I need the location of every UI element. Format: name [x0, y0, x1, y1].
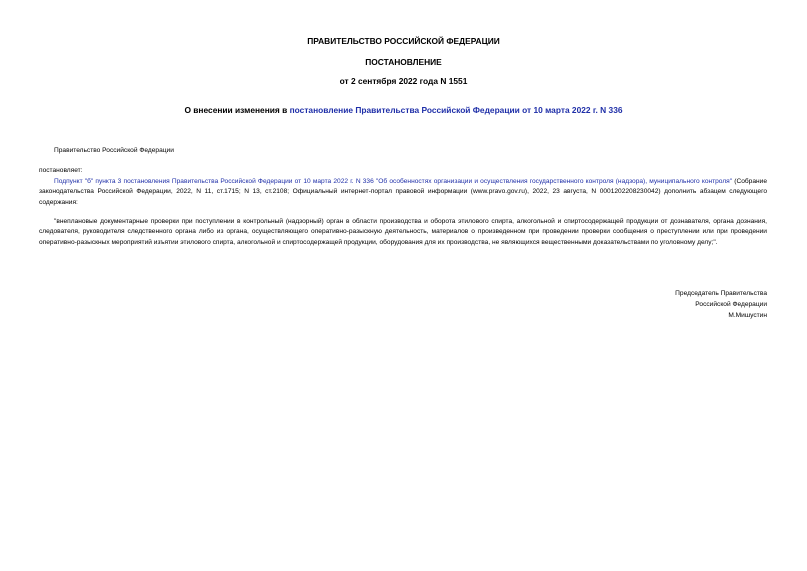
date-number-heading: от 2 сентября 2022 года N 1551	[339, 76, 468, 86]
doc-type-heading: ПОСТАНОВЛЕНИЕ	[365, 57, 442, 67]
title-amended-act-link[interactable]: постановление Правительства Российской Федерации от 10 марта 2022 г. N 336	[289, 105, 623, 115]
signature-position: Председатель Правительства	[675, 290, 767, 297]
signature-organization: Российской Федерации	[695, 301, 767, 308]
subpoint-reference-link[interactable]: Подпункт "б" пункта 3 постановления Правительства Российской Федерации от 10 марта 2022 г. N 336 "Об особенностях организации и осуществления государственного контроля (надзора), муниципального контроля"	[54, 178, 733, 185]
title-prefix: О внесении изменения в	[184, 105, 290, 115]
inserted-paragraph: "внеплановые документарные проверки при поступлении в контрольный (надзорный) орган в области производства и оборота этилового спирта, алкогольной и спиртосодержащей продукции от дознавателя, органа дознания, следователя, руководителя следственного органа либо из органа, осуществляющего оперативно-разыскную деятельность, материалов о произведенном при проведении проверки сообщения о преступлении или при проведении оперативно-разыскных мероприятий изъятии этилового спирта, алкогольной и спиртосодержащей продукции, оборудования для их производства, не являющихся вещественными доказательствами по уголовному делу;".	[39, 218, 767, 246]
amendment-paragraph-rest: (Собрание законодательства Российской Федерации, 2022, N 11, ст.1715; N 13, ст.2108; Официальный интернет-портал правовой информации (www.pravo.gov.ru), 2022, 23 августа, N 0001202208230042) дополнить абзацем следующего содержания:	[39, 178, 767, 206]
issuer-heading: ПРАВИТЕЛЬСТВО РОССИЙСКОЙ ФЕДЕРАЦИИ	[307, 36, 500, 46]
intro-text: Правительство Российской Федерации	[54, 147, 174, 154]
amendment-paragraph	[39, 177, 767, 208]
document-title	[0, 105, 807, 115]
signature-name: М.Мишустин	[728, 312, 767, 319]
resolves-text: постановляет:	[39, 167, 83, 174]
